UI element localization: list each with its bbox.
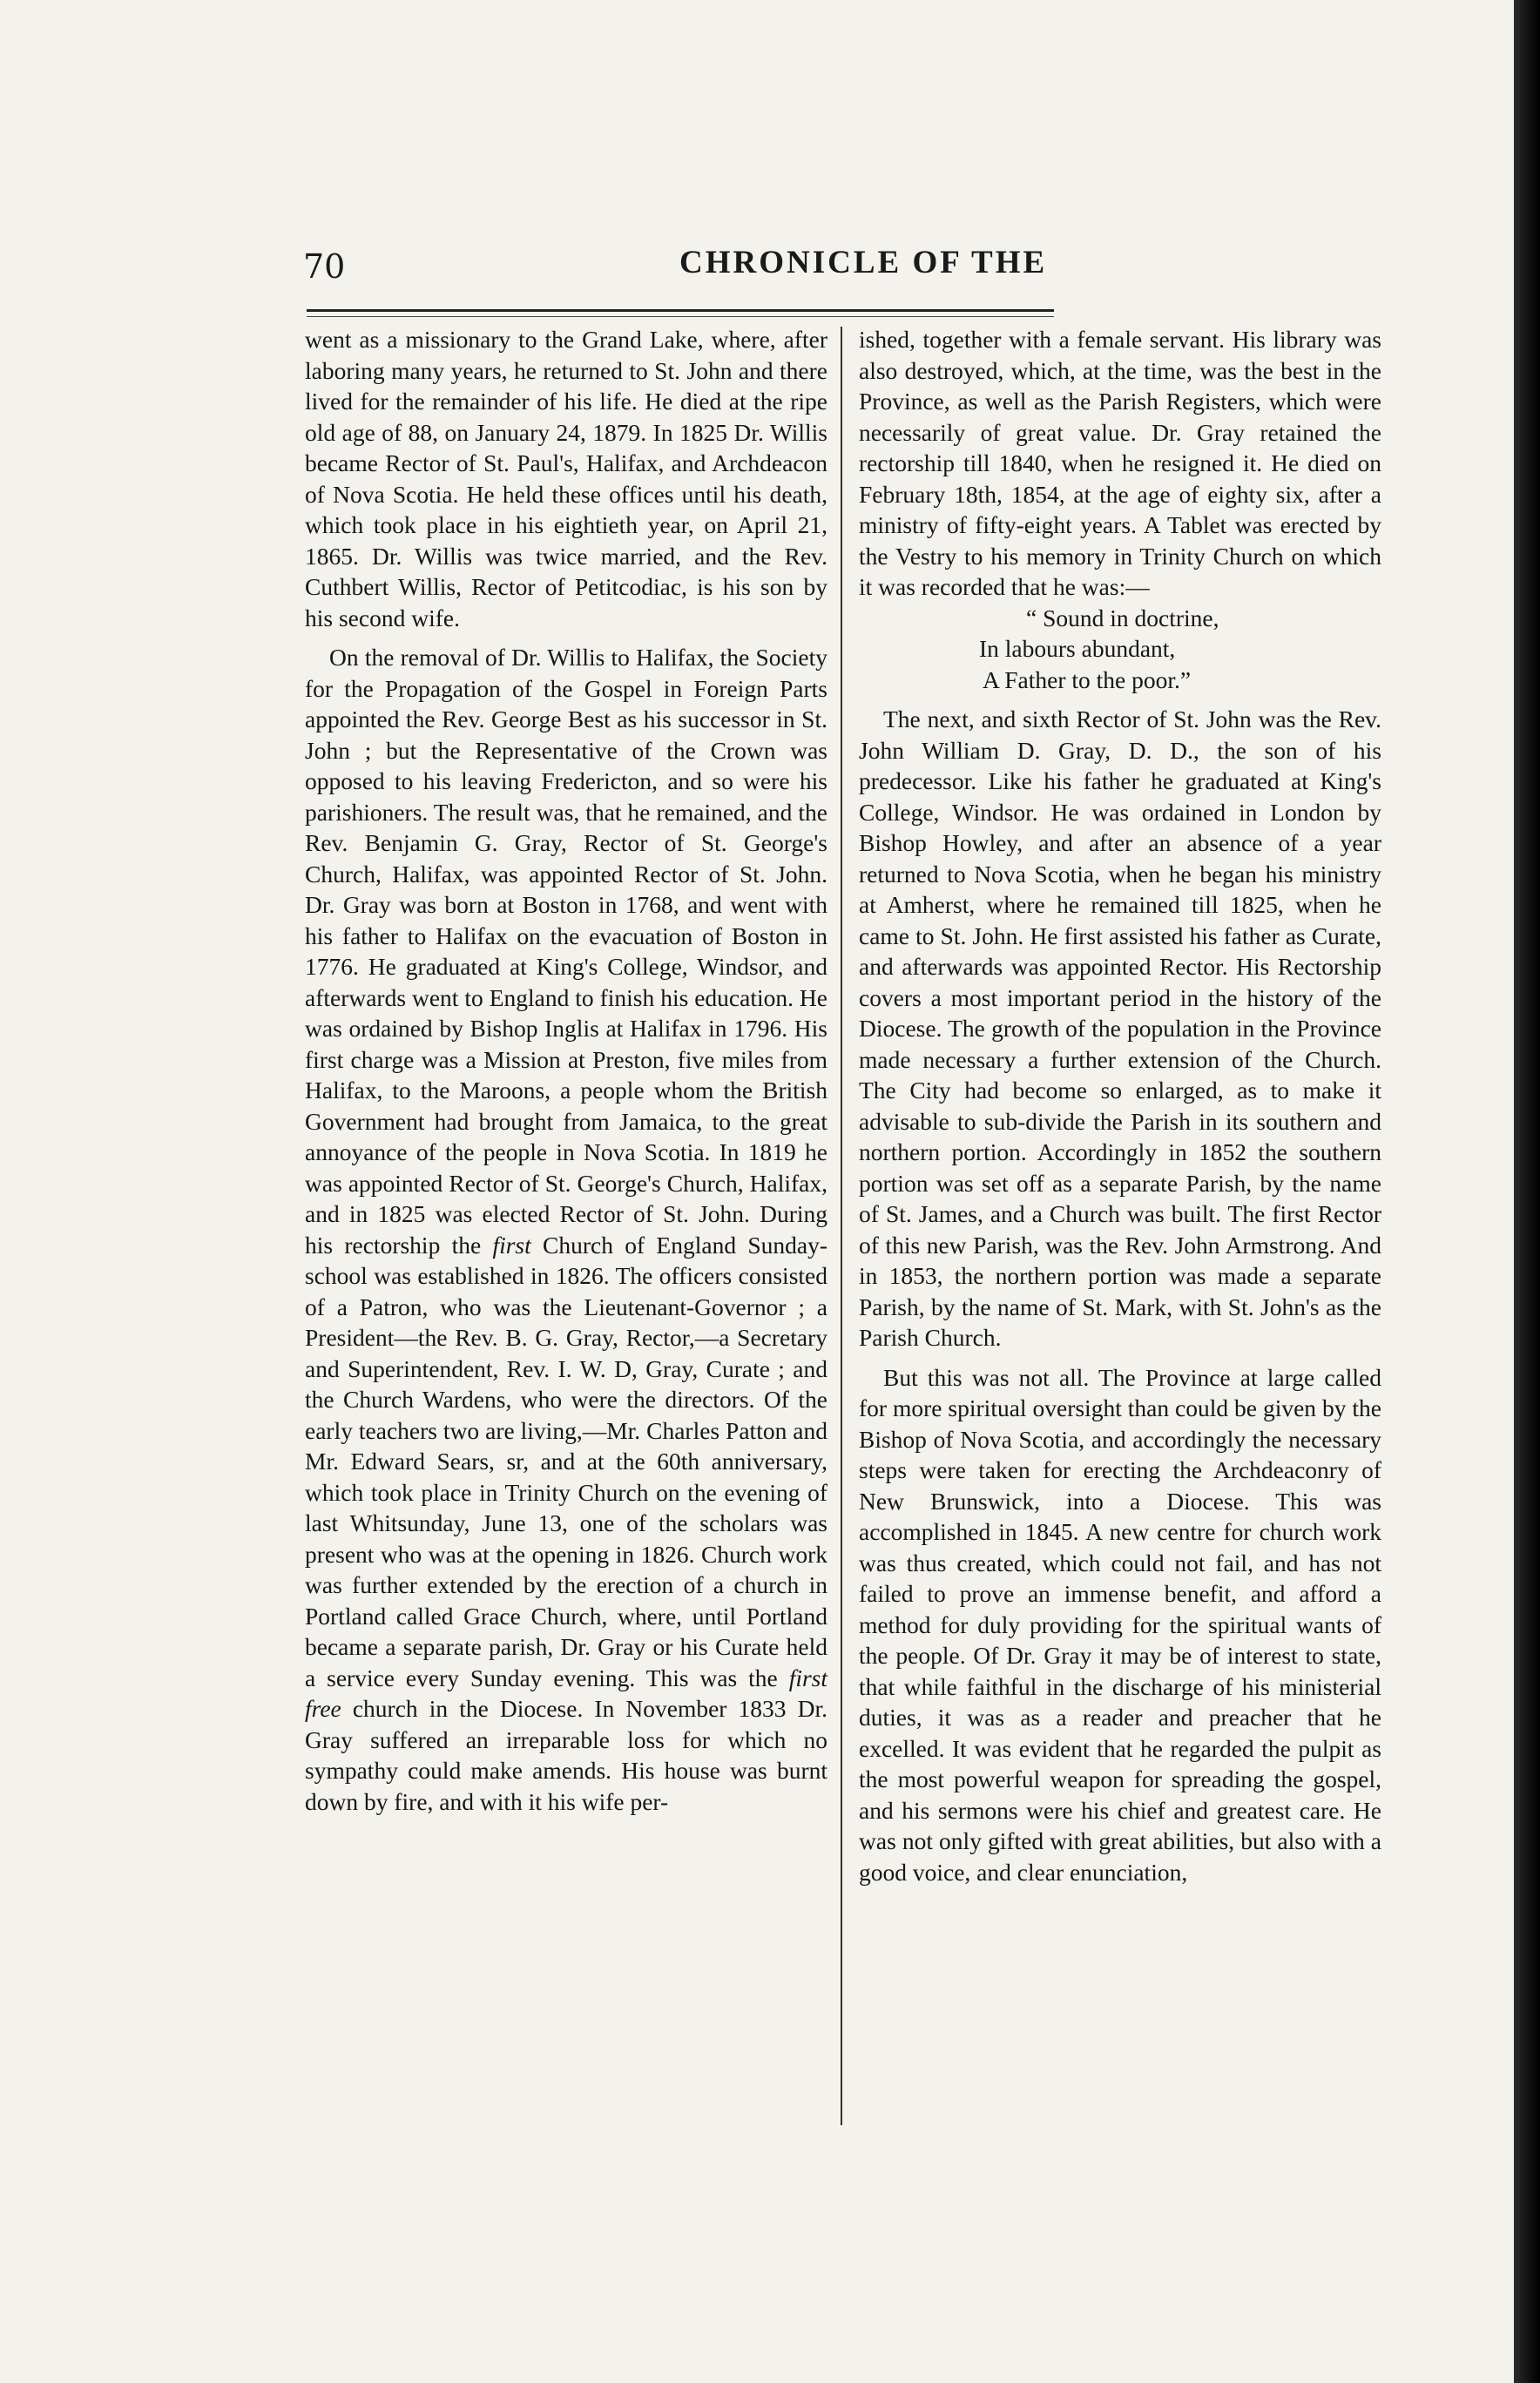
running-head: CHRONICLE OF THE [679, 245, 1048, 280]
paragraph: went as a missionary to the Grand Lake, where, after laboring many years, he returned to St. John and there lived for the remainder of his life. He died at the ripe old age of 88, on January 24, 1879. In 1825 Dr. Willis became Rector of St. Paul's, Halifax, and Archdeacon of Nova Scotia. He held these offices until his death, which took place in his eightieth year, on April 21, 1865. Dr. Willis was twice married, and the Rev. Cuthbert Willis, Rector of Petitcodiac, is his son by his second wife. [305, 326, 827, 631]
header-rule [307, 309, 1054, 317]
page-edge [1514, 0, 1540, 2383]
quote-line: In labours abundant, [979, 635, 1176, 662]
quote-line: A Father to the poor.” [983, 665, 1192, 693]
italic-emphasis: first free [305, 1664, 828, 1722]
paragraph: The next, and sixth Rector of St. John was the Rev. John William D. Gray, D. D., the son of his predecessor. Like his father he graduated at King's College, Windsor. He was ordained in London by Bishop Howley, and after an absence of a year returned to Nova Scotia, when he began his ministry at Amherst, where he remained till 1825, when he came to St. John. He first assisted his father as Curate, and afterwards was appointed Rector. His Rectorship covers a most important period in the history of the Diocese. The growth of the population in the Province made necessary a further extension of the Church. The City had become so enlarged, as to make it advisable to sub-divide the Parish in its southern and northern portion. Accordingly in 1852 the southern portion was set off as a separate Parish, by the name of St. James, and a Church was built. The first Rector of this new Parish, was the Rev. John Armstrong. And in 1853, the northern portion was made a separate Parish, by the name of St. Mark, with St. John's as the Parish Church. [859, 705, 1381, 1351]
paragraph: ished, together with a female servant. His library was also destroyed, which, at the time, was the best in the Province, as well as the Parish Registers, which were necessarily of great value. Dr. Gray retained the rectorship till 1840, when he resigned it. He died on February 18th, 1854, at the age of eighty six, after a ministry of fifty-eight years. A Tablet was erected by the Vestry to his memory in Trinity Church on which it was recorded that he was:— [859, 326, 1381, 600]
paragraph: But this was not all. The Province at large called for more spiritual oversight than could be given by the Bishop of Nova Scotia, and accordingly the necessary steps were taken for erecting the Archdeaconry of New Brunswick, into a Diocese. This was accomplished in 1845. A new centre for church work was thus created, which could not fail, and has not failed to prove an immense benefit, and afford a method for duly providing for the spiritual wants of the people. Of Dr. Gray it may be of interest to state, that while faithful in the discharge of his ministerial duties, it was as a reader and preacher that he excelled. It was evident that he regarded the pulpit as the most powerful weapon for spreading the gospel, and his sermons were his chief and greatest care. He was not only gifted with great abilities, but also with a good voice, and clear enunciation, [859, 1363, 1381, 1886]
quote-line: “ Sound in doctrine, [1026, 604, 1219, 631]
paragraph-text: On the removal of Dr. Willis to Halifax, the Society for the Propagation of the Gospel in Foreign Parts appointed the Rev. George Best as his successor in St. John ; but the Representative of the Crown was opposed to his leaving Fredericton, and so were his parishioners. The result was, that he remained, and the Rev. Benjamin G. Gray, Rector of St. George's Church, Halifax, was appointed Rector of St. John. Dr. Gray was born at Boston in 1768, and went with his father to Halifax on the evacuation of Boston in 1776. He graduated at King's College, Windsor, and afterwards went to England to finish his education. He was ordained by Bishop Inglis at Halifax in 1796. His first charge was a Mission at Preston, five miles from Halifax, to the Maroons, a people whom the British Government had brought from Jamaica, to the great annoyance of the people in Nova Scotia. In 1819 he was appointed Rector of St. George's Church, Halifax, and in 1825 was elected Rector of St. John. During his rectorship the [305, 644, 827, 1259]
italic-emphasis: first [492, 1231, 531, 1259]
page-number: 70 [303, 247, 346, 286]
paragraph-text: Church of England Sunday-school was established in 1826. The officers consisted of a Patron, who was the Lieutenant-Governor ; a President—the Rev. B. G. Gray, Rector,—a Secretary and Superintendent, Rev. I. W. D, Gray, Curate ; and the Church Wardens, who were the directors. Of the early teachers two are living,—Mr. Charles Patton and Mr. Edward Sears, sr, and at the 60th anniversary, which took place in Trinity Church on the evening of last Whitsunday, June 13, one of the scholars was present who was at the opening in 1826. Church work was further extended by the erection of a church in Portland called Grace Church, where, until Portland became a separate parish, Dr. Gray or his Curate held a service every Sunday evening. This was the [305, 1231, 828, 1691]
left-column [305, 324, 827, 1817]
paragraph-text: church in the Diocese. In November 1833 Dr. Gray suffered an irreparable loss for which no sympathy could make amends. His house was burnt down by fire, and with it his wife per- [305, 1695, 828, 1815]
column-divider [841, 327, 842, 2125]
right-column [859, 324, 1381, 1887]
paragraph [305, 642, 827, 1817]
